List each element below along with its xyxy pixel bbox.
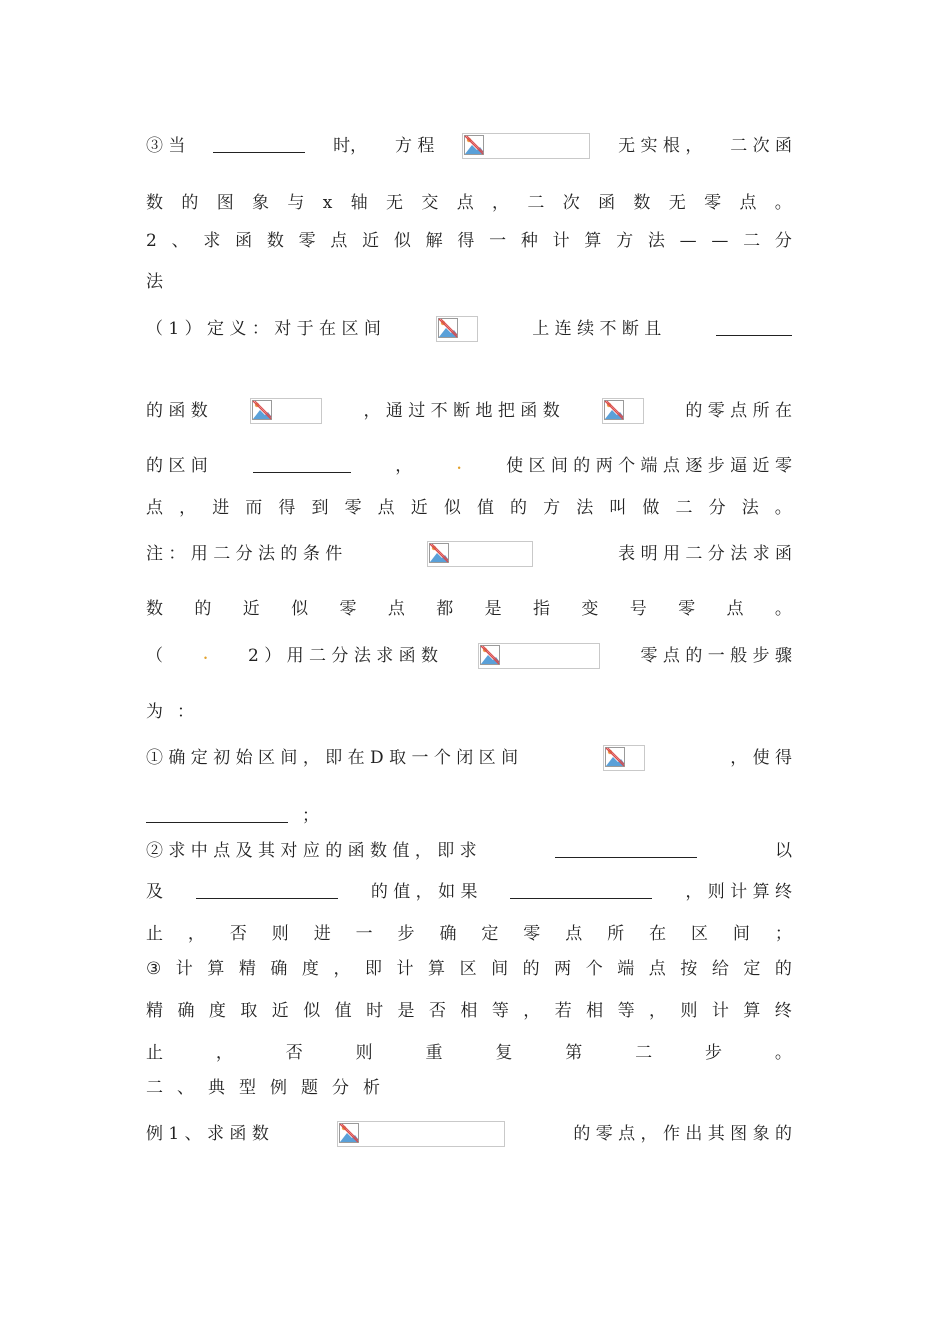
glyph: 。: [774, 498, 792, 518]
glyph: 进: [212, 498, 230, 518]
glyph: 例: [270, 1078, 287, 1098]
glyph: 止: [146, 1043, 163, 1063]
text-line: [146, 643, 792, 669]
glyph: 区: [459, 959, 477, 979]
glyph: 析: [363, 1078, 380, 1098]
glyph: 零: [523, 924, 541, 944]
text-line: [146, 192, 792, 214]
glyph: 求: [203, 231, 221, 251]
glyph: 方: [616, 231, 634, 251]
glyph: —: [679, 231, 697, 251]
glyph: 种: [520, 231, 538, 251]
glyph: x: [322, 193, 333, 213]
glyph: 的: [774, 959, 792, 979]
glyph: 与: [287, 193, 305, 213]
glyph: 止: [146, 924, 163, 944]
glyph: 图: [216, 193, 234, 213]
glyph: 函: [235, 231, 253, 251]
line-text: ，: [395, 456, 413, 476]
glyph: 法: [576, 498, 594, 518]
glyph: ，: [492, 193, 510, 213]
formula-image-placeholder: [337, 1121, 505, 1147]
line-text: ， 则 计 算 终: [685, 882, 792, 902]
text-line: [146, 133, 792, 159]
glyph: 近: [271, 1001, 289, 1021]
glyph: 零: [344, 498, 362, 518]
glyph: 分: [332, 1078, 349, 1098]
glyph: 到: [311, 498, 329, 518]
glyph: 点: [377, 498, 395, 518]
line-text: [146, 230, 792, 252]
glyph: 轴: [350, 193, 368, 213]
line-text: 注 ： 用 二 分 法 的 条 件: [146, 544, 343, 564]
glyph: 取: [240, 1001, 258, 1021]
text-line: [146, 958, 792, 980]
glyph: 间: [732, 924, 750, 944]
glyph: 步: [705, 1043, 722, 1063]
line-text: [146, 192, 792, 214]
glyph: 分: [708, 498, 726, 518]
glyph: 似: [443, 498, 461, 518]
fill-in-blank: [510, 886, 652, 899]
glyph: 区: [690, 924, 708, 944]
broken-image-icon: [429, 543, 449, 563]
glyph: 。: [774, 193, 792, 213]
fill-in-blank: [213, 140, 305, 153]
glyph: 数: [146, 599, 163, 619]
glyph: 交: [421, 193, 439, 213]
glyph: 度: [301, 959, 319, 979]
broken-image-icon: [252, 400, 272, 420]
broken-image-icon: [605, 747, 625, 767]
line-text: [146, 1042, 792, 1064]
text-line: [146, 230, 792, 252]
glyph: 。: [774, 1043, 792, 1063]
glyph: 点: [648, 959, 666, 979]
glyph: 的: [194, 599, 212, 619]
glyph: 确: [177, 1001, 195, 1021]
text-line: [146, 805, 792, 827]
glyph: 数: [146, 193, 163, 213]
glyph: 是: [484, 599, 502, 619]
glyph: 间: [491, 959, 509, 979]
glyph: 等: [491, 1001, 509, 1021]
glyph: 方: [543, 498, 561, 518]
line-text: （ 1 ） 定 义 ： 对 于 在 区 间: [146, 319, 381, 339]
glyph: 是: [397, 1001, 415, 1021]
text-line: [146, 701, 792, 723]
glyph: 重: [425, 1043, 443, 1063]
text-line: [146, 541, 792, 567]
fill-in-blank: [716, 323, 792, 336]
line-text: 零 点 的 一 般 步 骤: [640, 646, 792, 666]
glyph: 定: [743, 959, 761, 979]
glyph: 在: [649, 924, 667, 944]
line-text: ② 求 中 点 及 其 对 应 的 函 数 值 ， 即 求: [146, 841, 477, 861]
text-line: [146, 1077, 792, 1099]
glyph: 定: [481, 924, 499, 944]
glyph: 两: [554, 959, 572, 979]
glyph: 时: [366, 1001, 384, 1021]
glyph: 而: [245, 498, 263, 518]
glyph: 型: [239, 1078, 256, 1098]
glyph: 精: [238, 959, 256, 979]
glyph: 点: [387, 599, 405, 619]
line-text: ① 确 定 初 始 区 间 ， 即 在 D 取 一 个 闭 区 间: [146, 748, 519, 768]
glyph: 点: [456, 193, 474, 213]
glyph: 终: [774, 1001, 792, 1021]
fill-in-blank: [196, 886, 338, 899]
glyph: 似: [291, 599, 309, 619]
formula-image-placeholder: [603, 745, 645, 771]
glyph: 点: [146, 498, 163, 518]
glyph: 指: [533, 599, 550, 619]
glyph: 相: [460, 1001, 478, 1021]
broken-image-icon: [339, 1123, 359, 1143]
line-text: [146, 923, 792, 945]
glyph: 二: [527, 193, 545, 213]
glyph: 分: [774, 231, 792, 251]
glyph: 似: [393, 231, 411, 251]
glyph: 的: [510, 498, 528, 518]
glyph: 做: [642, 498, 660, 518]
text-line: [146, 271, 792, 293]
line-text: 的 函 数: [146, 401, 208, 421]
formula-image-placeholder: [462, 133, 590, 159]
glyph: 次: [562, 193, 580, 213]
glyph: 算: [428, 959, 446, 979]
glyph: 精: [146, 1001, 163, 1021]
line-text: 例 1 、 求 函 数: [146, 1124, 269, 1144]
glyph: 数: [633, 193, 651, 213]
glyph: 一: [355, 924, 373, 944]
line-text: 上 连 续 不 断 且: [532, 319, 662, 339]
glyph: ；: [774, 924, 792, 944]
glyph: 则: [271, 924, 289, 944]
line-text: 表 明 用 二 分 法 求 函: [618, 544, 792, 564]
line-text: 时，: [333, 136, 368, 156]
glyph: 即: [364, 959, 382, 979]
glyph: ：: [177, 702, 194, 722]
glyph: 二: [743, 231, 761, 251]
text-line: [146, 840, 792, 862]
text-line: [146, 1000, 792, 1022]
glyph: 点: [565, 924, 583, 944]
glyph: 一: [489, 231, 507, 251]
glyph: 点: [330, 231, 348, 251]
line-text: 2 ） 用 二 分 法 求 函 数: [248, 646, 439, 666]
line-text: [146, 1077, 380, 1099]
glyph: 为: [146, 702, 163, 722]
fill-in-blank: [555, 845, 697, 858]
line-text: [146, 701, 194, 723]
line-text: ， 通 过 不 断 地 把 函 数: [363, 401, 560, 421]
line-text: [146, 1000, 792, 1022]
line-text: 及: [146, 882, 163, 902]
glyph: 步: [397, 924, 415, 944]
glyph: 、: [171, 231, 189, 251]
glyph: 法: [647, 231, 665, 251]
line-text: 二 次 函: [730, 136, 792, 156]
glyph: 数: [266, 231, 284, 251]
glyph: 二: [146, 1078, 163, 1098]
glyph: 算: [207, 959, 225, 979]
glyph: 第: [565, 1043, 583, 1063]
text-line: [146, 745, 792, 771]
line-text: [146, 271, 163, 293]
line-text: ， 使 得: [730, 748, 792, 768]
glyph: 、: [177, 1078, 194, 1098]
glyph: 象: [252, 193, 270, 213]
glyph: 变: [581, 599, 599, 619]
glyph: 复: [495, 1043, 513, 1063]
formula-image-placeholder: [250, 398, 322, 424]
line-text: 使 区 间 的 两 个 端 点 逐 步 逼 近 零: [506, 456, 792, 476]
line-text: 以: [775, 841, 792, 861]
glyph: 函: [598, 193, 616, 213]
glyph: 二: [675, 498, 693, 518]
glyph: 。: [774, 599, 792, 619]
glyph: 否: [285, 1043, 303, 1063]
glyph: ③: [146, 959, 162, 979]
text-line: [146, 598, 792, 620]
glyph: 法: [146, 272, 163, 292]
glyph: 确: [439, 924, 457, 944]
glyph: 零: [704, 193, 722, 213]
broken-image-icon: [604, 400, 624, 420]
formula-image-placeholder: [602, 398, 644, 424]
glyph: 得: [457, 231, 475, 251]
formula-image-placeholder: [478, 643, 600, 669]
broken-image-icon: [464, 135, 484, 155]
glyph: 零: [298, 231, 316, 251]
highlight-dot: .: [203, 648, 208, 663]
text-line: [146, 1042, 792, 1064]
glyph: 典: [208, 1078, 225, 1098]
text-line: [146, 1121, 792, 1147]
line-text: ③ 当: [146, 136, 186, 156]
glyph: 计: [711, 1001, 729, 1021]
glyph: 题: [301, 1078, 318, 1098]
glyph: 无: [668, 193, 686, 213]
line-text: （: [146, 646, 163, 666]
glyph: ，: [187, 924, 205, 944]
glyph: 否: [229, 924, 247, 944]
glyph: ，: [179, 498, 197, 518]
glyph: 近: [362, 231, 380, 251]
text-line: [146, 398, 792, 424]
glyph: 的: [181, 193, 199, 213]
glyph: 零: [678, 599, 696, 619]
line-text: 无 实 根 ，: [618, 136, 703, 156]
line-text: [146, 598, 792, 620]
line-text: 方 程: [394, 136, 435, 156]
line-text: 的 区 间: [146, 456, 208, 476]
glyph: 计: [396, 959, 414, 979]
line-text: 的 值 ， 如 果: [370, 882, 478, 902]
glyph: 近: [410, 498, 428, 518]
glyph: 度: [208, 1001, 226, 1021]
glyph: 2: [146, 231, 157, 251]
glyph: 二: [635, 1043, 653, 1063]
formula-image-placeholder: [427, 541, 533, 567]
glyph: 值: [334, 1001, 352, 1021]
line-text: ；: [302, 806, 319, 826]
glyph: 点: [739, 193, 757, 213]
formula-image-placeholder: [436, 316, 478, 342]
broken-image-icon: [438, 318, 458, 338]
text-line: [146, 316, 792, 342]
glyph: 计: [175, 959, 193, 979]
glyph: 给: [711, 959, 729, 979]
glyph: 似: [303, 1001, 321, 1021]
text-line: [146, 923, 792, 945]
glyph: 则: [680, 1001, 698, 1021]
glyph: 所: [607, 924, 625, 944]
glyph: 则: [355, 1043, 373, 1063]
glyph: 否: [428, 1001, 446, 1021]
glyph: 叫: [609, 498, 627, 518]
glyph: 号: [629, 599, 647, 619]
glyph: 值: [476, 498, 494, 518]
glyph: —: [711, 231, 729, 251]
line-text: 的 零 点 所 在: [685, 401, 792, 421]
glyph: 等: [617, 1001, 635, 1021]
line-text: [146, 497, 792, 519]
glyph: 个: [585, 959, 603, 979]
text-line: [146, 881, 792, 903]
glyph: 若: [554, 1001, 572, 1021]
fill-in-blank: [146, 810, 288, 823]
glyph: 解: [425, 231, 443, 251]
glyph: 近: [242, 599, 260, 619]
glyph: 端: [617, 959, 635, 979]
glyph: ，: [649, 1001, 666, 1021]
glyph: 得: [278, 498, 296, 518]
glyph: 的: [522, 959, 540, 979]
glyph: ，: [523, 1001, 541, 1021]
line-text: 的 零 点 ， 作 出 其 图 象 的: [573, 1124, 792, 1144]
glyph: 确: [270, 959, 288, 979]
glyph: 计: [552, 231, 570, 251]
glyph: 按: [680, 959, 698, 979]
glyph: 进: [313, 924, 331, 944]
highlight-dot: .: [456, 458, 462, 473]
broken-image-icon: [480, 645, 500, 665]
glyph: 法: [741, 498, 759, 518]
glyph: ，: [215, 1043, 233, 1063]
text-line: [146, 455, 792, 477]
fill-in-blank: [253, 460, 351, 473]
glyph: 算: [743, 1001, 761, 1021]
line-text: [146, 958, 792, 980]
glyph: 无: [386, 193, 403, 213]
glyph: 都: [436, 599, 454, 619]
text-line: [146, 497, 792, 519]
glyph: 相: [586, 1001, 604, 1021]
glyph: 算: [584, 231, 602, 251]
glyph: ，: [333, 959, 351, 979]
glyph: 点: [726, 599, 744, 619]
glyph: 零: [339, 599, 357, 619]
